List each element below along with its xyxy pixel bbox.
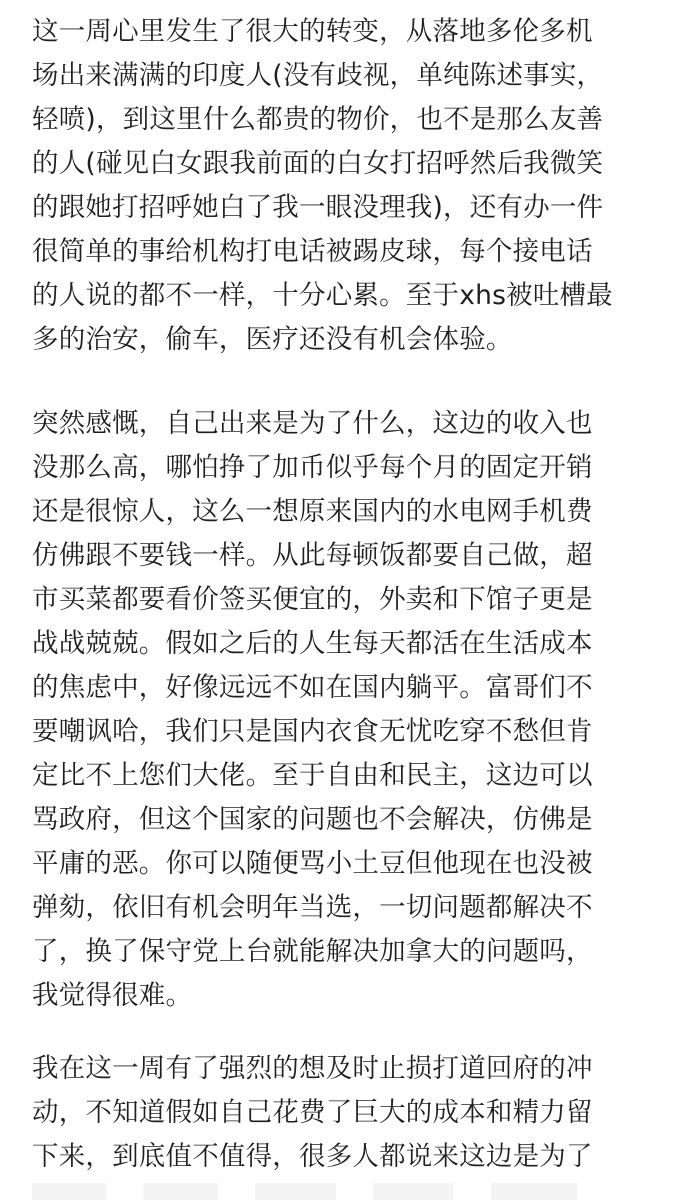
text-line: 动，不知道假如自己花费了巨大的成本和精力留 — [32, 1097, 593, 1128]
text-line: 我在这一周有了强烈的想及时止损打道回府的冲 — [32, 1053, 593, 1084]
text-line: 这一周心里发生了很大的转变，从落地多伦多机 — [32, 16, 593, 47]
text-line: 了，换了保守党上台就能解决加拿大的问题吗， — [32, 936, 593, 967]
text-line: 下来，到底值不值得，很多人都说来这边是为了 — [32, 1141, 593, 1172]
text-line: 战战兢兢。假如之后的人生每天都活在生活成本 — [32, 628, 593, 659]
text-line: 我觉得很难。 — [32, 980, 193, 1011]
text-line: 场出来满满的印度人(没有歧视，单纯陈述事实， — [32, 60, 604, 91]
text-line: 多的治安，偷车，医疗还没有机会体验。 — [32, 324, 513, 355]
text-line: 的人(碰见白女跟我前面的白女打招呼然后我微笑 — [32, 148, 604, 179]
text-line: 平庸的恶。你可以随便骂小土豆但他现在也没被 — [32, 848, 593, 879]
text-line: 很简单的事给机构打电话被踢皮球，每个接电话 — [32, 236, 593, 267]
clipped-text-shape — [32, 1183, 652, 1200]
text-line: 的跟她打招呼她白了我一眼没理我)，还有办一件 — [32, 192, 604, 223]
text-line: 要嘲讽哈，我们只是国内衣食无忧吃穿不愁但肯 — [32, 716, 593, 747]
paragraph-2 — [0, 402, 593, 1018]
text-line: 的人说的都不一样，十分心累。至于xhs被吐槽最 — [32, 280, 613, 311]
paragraph-1 — [0, 10, 613, 362]
text-line: 还是很惊人，这么一想原来国内的水电网手机费 — [32, 496, 593, 527]
text-line: 轻喷)，到这里什么都贵的物价，也不是那么友善 — [32, 104, 604, 135]
text-line: 骂政府，但这个国家的问题也不会解决，仿佛是 — [32, 804, 593, 835]
text-line: 仿佛跟不要钱一样。从此每顿饭都要自己做，超 — [32, 540, 593, 571]
paragraph-3 — [0, 1047, 593, 1179]
text-line: 弹劾，依旧有机会明年当选，一切问题都解决不 — [32, 892, 593, 923]
text-line: 的焦虑中，好像远远不如在国内躺平。富哥们不 — [32, 672, 593, 703]
text-line: 定比不上您们大佬。至于自由和民主，这边可以 — [32, 760, 593, 791]
text-line: 没那么高，哪怕挣了加币似乎每个月的固定开销 — [32, 452, 593, 483]
clipped-next-line-fragment — [32, 1183, 652, 1200]
text-line: 突然感慨，自己出来是为了什么，这边的收入也 — [32, 408, 593, 439]
text-line: 市买菜都要看价签买便宜的，外卖和下馆子更是 — [32, 584, 593, 615]
